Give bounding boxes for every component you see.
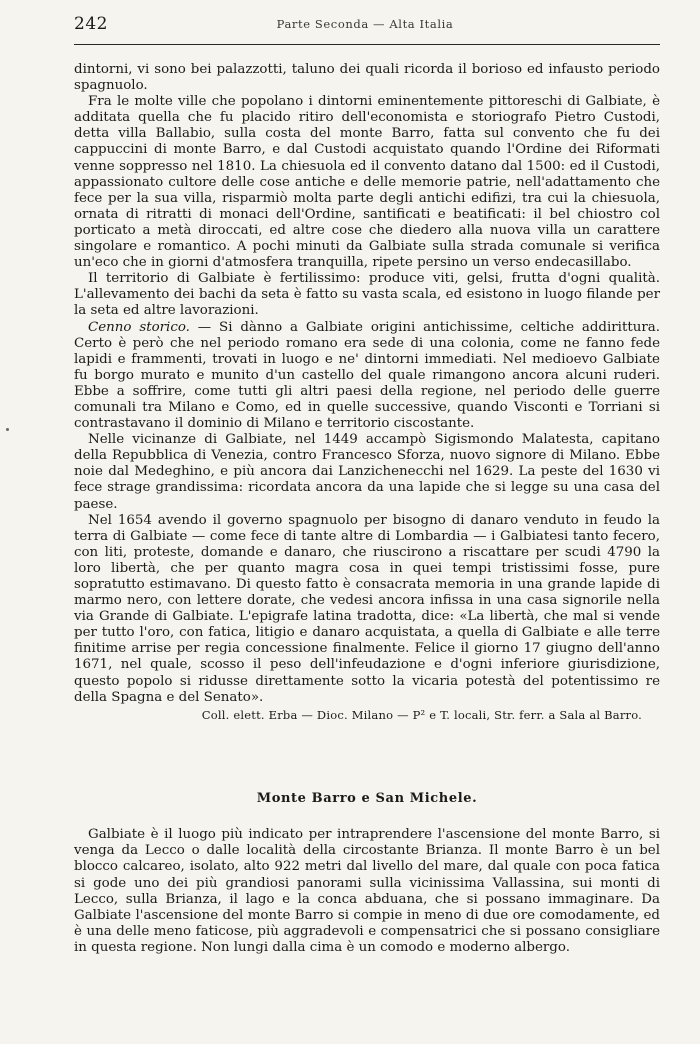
paragraph-villas: Fra le molte ville che popolano i dintorni eminentemente pittoreschi di Galbiate, è additata quella che fu placido ritiro dell'economista e storiografo Pietro Custodi, detta villa Ballabio, sulla costa del monte Barro, fatta sul convento che fu dei cappuccini di monte Barro, e dal Custodi acquistato quando l'Ordine dei Riformati venne soppresso nel 1810. La chiesuola ed il convento datano dal 1500: ed il Custodi, appassionato cultore delle cose antiche e delle memorie patrie, nell'adattamento che fece per la sua villa, risparmiò molta parte degli antichi edifizi, tra cui la chiesuola, ornata di ritratti di monaci dell'Ordine, santificati e beatificati: il bel chiostro col porticato a metà diroccati, ed altre cose che diedero alla nuova villa un carattere singolare e romantico. A pochi minuti da Galbiate sulla strada comunale si verifica un'eco che in giorni d'atmosfera tranquilla, ripete persino un verso endecasillabo. bbox=[74, 94, 660, 271]
paragraph-history bbox=[74, 320, 660, 433]
paragraph-continued: dintorni, vi sono bei palazzotti, taluno dei quali ricorda il borioso ed infausto periodo spagnuolo. bbox=[74, 62, 660, 94]
running-title: Parte Seconda — Alta Italia bbox=[276, 17, 454, 31]
paragraph-monte-barro: Galbiate è il luogo più indicato per intraprendere l'ascensione del monte Barro, si venga da Lecco o dalle località della circostante Brianza. Il monte Barro è un bel blocco calcareo, isolato, alto 922 metri dal livello del mare, dal quale con poca fatica si gode uno dei più grandiosi panorami sulla vicinissima Vallassina, sui monti di Lecco, sulla Brianza, il lago e la conca abduana, che si possano immaginare. Da Galbiate l'ascensione del monte Barro si compie in meno di due ore comodamente, ed è una delle meno faticose, più aggradevoli e compensatrici che si possano consigliare in questa regione. Non lungi dalla cima è un comodo e moderno albergo. bbox=[74, 827, 660, 956]
paragraph-territory: Il territorio di Galbiate è fertilissimo: produce viti, gelsi, frutta d'ogni qualità. L'allevamento dei bachi da seta è fatto su vasta scala, ed esistono in luogo filande per la seta ed altre lavorazioni. bbox=[74, 271, 660, 319]
paragraph-history-text: Si dànno a Galbiate origini antichissime, celtiche addirittura. Certo è però che nel periodo romano era sede di una colonia, come ne fanno fede lapidi e frammenti, trovati in luogo e ne' dintorni immediati. Nel medioevo Galbiate fu borgo murato e munito d'un castello del quale rimangono ancora alcuni ruderi. Ebbe a soffrire, come tutti gli altri paesi della regione, nel periodo delle guerre comunali tra Milano e Como, ed in quelle successive, quando Visconti e Torriani si contrastavano il dominio di Milano e territorio ciscostante. bbox=[74, 319, 660, 432]
cenno-storico-label: Cenno storico. — bbox=[88, 319, 212, 335]
main-text bbox=[74, 62, 660, 723]
page-header bbox=[70, 14, 660, 34]
paragraph-feudo: Nel 1654 avendo il governo spagnuolo per bisogno di danaro venduto in feudo la terra di Galbiate — come fece di tante altre di Lombardia — i Galbiatesi tanto fecero, con liti, proteste, domande e danaro, che riuscirono a riscattare per scudi 4790 la loro libertà, che per quanto magra cosa in quei tempi tristissimi fosse, pure sopratutto estimavano. Di questo fatto è consacrata memoria in una grande lapide di marmo nero, con lettere dorate, che vedesi ancora infissa in una casa signorile nella via Grande di Galbiate. L'epigrafe latina tradotta, dice: «La libertà, che mal si vende per tutto l'oro, con fatica, litigio e danaro acquistata, a quella di Galbiate e alle terre finitime arrise per regia concessione finalmente. Felice il giorno 17 giugno dell'anno 1671, nel quale, scosso il peso dell'infeudazione e d'ogni inferiore giurisdizione, questo popolo si ridusse direttamente sotto la vicaria potestà del potentissimo re della Spagna e del Senato». bbox=[74, 512, 660, 705]
section-title: Monte Barro e San Michele. bbox=[256, 791, 478, 806]
paragraph-malatesta: Nelle vicinanze di Galbiate, nel 1449 accampò Sigismondo Malatesta, capitano della Repubblica di Venezia, contro Francesco Sforza, nuovo signore di Milano. Ebbe noie dal Medeghino, e più ancora dai Lanzichenecchi nel 1629. La peste del 1630 vi fece strage grandissima: ricordata ancora da una lapide che si legge su una casa del paese. bbox=[74, 432, 660, 512]
page-number: 242 bbox=[74, 14, 108, 34]
section-text bbox=[74, 827, 660, 957]
info-note: Coll. elett. Erba — Dioc. Milano — P² e T. locali, Str. ferr. a Sala al Barro. bbox=[201, 707, 642, 722]
header-rule bbox=[74, 44, 660, 45]
margin-speck bbox=[6, 428, 9, 431]
